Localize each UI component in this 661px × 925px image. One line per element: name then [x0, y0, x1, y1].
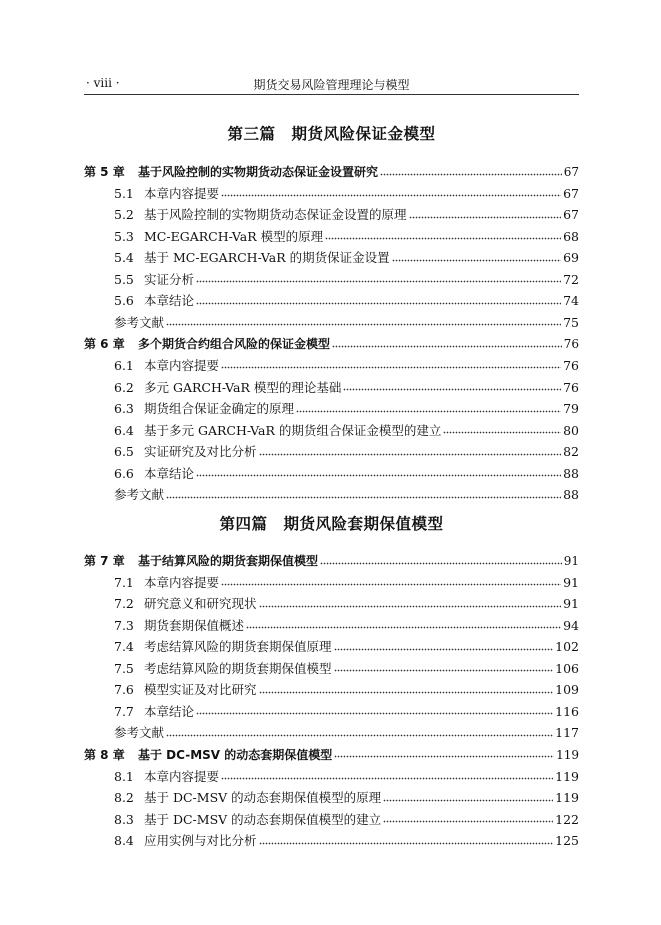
toc-chapter-entry[interactable]: [84, 549, 579, 569]
dot-leader: [320, 561, 562, 565]
toc-section-entry[interactable]: [84, 829, 579, 849]
toc-section-entry[interactable]: [84, 354, 579, 374]
section-number: 6.2: [114, 379, 134, 395]
toc-section-entry[interactable]: [84, 592, 579, 612]
page-number: 117: [555, 725, 579, 741]
dot-leader: [196, 474, 561, 478]
page-number: 79: [563, 401, 579, 417]
section-title: 研究意义和研究现状: [144, 596, 257, 612]
section-number: 5.2: [114, 207, 134, 223]
dot-leader: [196, 301, 561, 305]
section-title: 期货套期保值概述: [144, 617, 245, 633]
header-book-title: 期货交易风险管理理论与模型: [253, 78, 410, 92]
section-number: 7.1: [114, 574, 134, 590]
dot-leader: [325, 237, 561, 241]
section-number: 7.4: [114, 639, 134, 655]
page-number: 91: [563, 574, 579, 590]
dot-leader: [443, 431, 561, 435]
page-number: 91: [563, 554, 579, 568]
section-title: 基于多元 GARCH-VaR 的期货组合保证金模型的建立: [144, 422, 442, 438]
page-number: 119: [555, 790, 579, 806]
dot-leader: [380, 172, 562, 176]
dot-leader: [166, 733, 553, 737]
page-number: 67: [563, 165, 579, 179]
chapter-title: 基于 DC-MSV 的动态套期保值模型: [138, 747, 333, 762]
section-number: 7.6: [114, 682, 134, 698]
toc-section-entry[interactable]: [84, 246, 579, 266]
toc-section-entry[interactable]: [84, 786, 579, 806]
section-title: 多元 GARCH-VaR 模型的理论基础: [144, 379, 342, 395]
toc-references-entry[interactable]: [84, 311, 579, 331]
section-number: 5.3: [114, 228, 134, 244]
section-title: 本章结论: [144, 703, 195, 719]
dot-leader: [246, 626, 561, 630]
chapter-number: 第 6 章: [84, 337, 125, 352]
section-title: 考虑结算风险的期货套期保值模型: [144, 660, 332, 676]
running-header: [84, 74, 579, 95]
section-number: 5.6: [114, 293, 134, 309]
dot-leader: [392, 258, 561, 262]
section-title: 基于 DC-MSV 的动态套期保值模型的原理: [144, 790, 382, 806]
toc-section-entry[interactable]: [84, 419, 579, 439]
page-number: 109: [555, 682, 579, 698]
section-number: 5.1: [114, 185, 134, 201]
chapter-number: 第 7 章: [84, 554, 125, 568]
dot-leader: [383, 820, 553, 824]
section-number: 8.1: [114, 768, 134, 784]
references-label: 参考文献: [114, 725, 165, 741]
section-number: 6.5: [114, 444, 134, 460]
dot-leader: [334, 647, 554, 651]
section-number: 5.5: [114, 271, 134, 287]
toc-section-entry[interactable]: [84, 808, 579, 828]
section-title: 实证研究及对比分析: [144, 444, 257, 460]
page-number: 116: [555, 703, 579, 719]
dot-leader: [334, 669, 554, 673]
section-number: 7.5: [114, 660, 134, 676]
toc-section-entry[interactable]: [84, 700, 579, 720]
section-title: 实证分析: [144, 271, 195, 287]
page-number: 76: [563, 379, 579, 395]
page-number: 106: [555, 660, 579, 676]
dot-leader: [221, 583, 561, 587]
references-label: 参考文献: [114, 487, 165, 503]
chapter-title: 多个期货合约组合风险的保证金模型: [138, 337, 331, 352]
page-number: 76: [563, 357, 579, 373]
page-number: 82: [563, 444, 579, 460]
page-number: 91: [563, 596, 579, 612]
toc-section-entry[interactable]: [84, 462, 579, 482]
page-number: 80: [563, 422, 579, 438]
toc-references-entry[interactable]: [84, 483, 579, 503]
page-number: 69: [563, 250, 579, 266]
section-number: 8.4: [114, 833, 134, 849]
section-title: 本章内容提要: [144, 768, 220, 784]
section-number: 6.6: [114, 465, 134, 481]
dot-leader: [221, 366, 561, 370]
toc-section-entry[interactable]: [84, 440, 579, 460]
section-number: 6.3: [114, 401, 134, 417]
part-title: 第三篇 期货风险保证金模型: [227, 124, 436, 143]
toc-section-entry[interactable]: [84, 765, 579, 785]
page-number: 75: [563, 314, 579, 330]
section-number: 7.2: [114, 596, 134, 612]
toc-section-entry[interactable]: [84, 614, 579, 634]
dot-leader: [259, 452, 562, 456]
toc-section-entry[interactable]: [84, 635, 579, 655]
page-number: 88: [563, 465, 579, 481]
section-title: MC-EGARCH-VaR 模型的原理: [144, 228, 324, 244]
toc-section-entry[interactable]: [84, 376, 579, 396]
chapter-number: 第 8 章: [84, 747, 125, 762]
dot-leader: [296, 409, 561, 413]
toc-section-entry[interactable]: [84, 268, 579, 288]
section-title: 基于 MC-EGARCH-VaR 的期货保证金设置: [144, 250, 390, 266]
section-title: 本章内容提要: [144, 574, 220, 590]
section-number: 5.4: [114, 250, 134, 266]
dot-leader: [332, 344, 562, 348]
section-title: 本章结论: [144, 465, 195, 481]
dot-leader: [166, 323, 561, 327]
section-number: 6.4: [114, 422, 134, 438]
section-title: 基于 DC-MSV 的动态套期保值模型的建立: [144, 811, 382, 827]
section-title: 基于风险控制的实物期货动态保证金设置的原理: [144, 207, 407, 223]
toc-section-entry[interactable]: [84, 678, 579, 698]
chapter-title: 基于结算风险的期货套期保值模型: [138, 554, 319, 568]
section-number: 7.7: [114, 703, 134, 719]
page-number: 74: [563, 293, 579, 309]
section-title: 考虑结算风险的期货套期保值原理: [144, 639, 332, 655]
toc-section-entry[interactable]: [84, 289, 579, 309]
dot-leader: [196, 280, 561, 284]
page-number: 68: [563, 228, 579, 244]
page-number: 76: [563, 337, 579, 352]
page-number: 72: [563, 271, 579, 287]
toc-section-entry[interactable]: [84, 657, 579, 677]
dot-leader: [383, 798, 553, 802]
dot-leader: [334, 755, 554, 759]
toc-section-entry[interactable]: [84, 182, 579, 202]
toc-chapter-entry[interactable]: [84, 332, 579, 352]
dot-leader: [409, 215, 562, 219]
page-number: 67: [563, 207, 579, 223]
dot-leader: [221, 194, 561, 198]
section-number: 8.3: [114, 811, 134, 827]
dot-leader: [343, 388, 561, 392]
dot-leader: [259, 690, 554, 694]
page-number: 125: [555, 833, 579, 849]
section-title: 期货组合保证金确定的原理: [144, 401, 295, 417]
dot-leader: [259, 841, 554, 845]
page-number: 94: [563, 617, 579, 633]
chapter-number: 第 5 章: [84, 165, 125, 179]
part-title: 第四篇 期货风险套期保值模型: [219, 514, 444, 533]
section-number: 6.1: [114, 357, 134, 373]
dot-leader: [166, 495, 561, 499]
section-title: 本章结论: [144, 293, 195, 309]
chapter-title: 基于风险控制的实物期货动态保证金设置研究: [138, 165, 379, 179]
page-number: 88: [563, 487, 579, 503]
section-number: 7.3: [114, 617, 134, 633]
toc-section-entry[interactable]: [84, 571, 579, 591]
section-title: 模型实证及对比研究: [144, 682, 257, 698]
section-title: 本章内容提要: [144, 357, 220, 373]
page-number: 119: [556, 747, 579, 762]
page-number: 67: [563, 185, 579, 201]
page-number: 119: [555, 768, 579, 784]
section-title: 应用实例与对比分析: [144, 833, 257, 849]
toc-section-entry[interactable]: [84, 203, 579, 223]
toc-chapter-entry[interactable]: [84, 743, 579, 763]
toc-references-entry[interactable]: [84, 721, 579, 741]
dot-leader: [259, 604, 562, 608]
toc-chapter-entry[interactable]: [84, 160, 579, 180]
toc-section-entry[interactable]: [84, 225, 579, 245]
header-page-number: · viii ·: [86, 76, 120, 90]
section-title: 本章内容提要: [144, 185, 220, 201]
dot-leader: [221, 777, 553, 781]
section-number: 8.2: [114, 790, 134, 806]
toc-section-entry[interactable]: [84, 397, 579, 417]
page-number: 122: [555, 811, 579, 827]
references-label: 参考文献: [114, 314, 165, 330]
dot-leader: [196, 712, 553, 716]
page-number: 102: [555, 639, 579, 655]
